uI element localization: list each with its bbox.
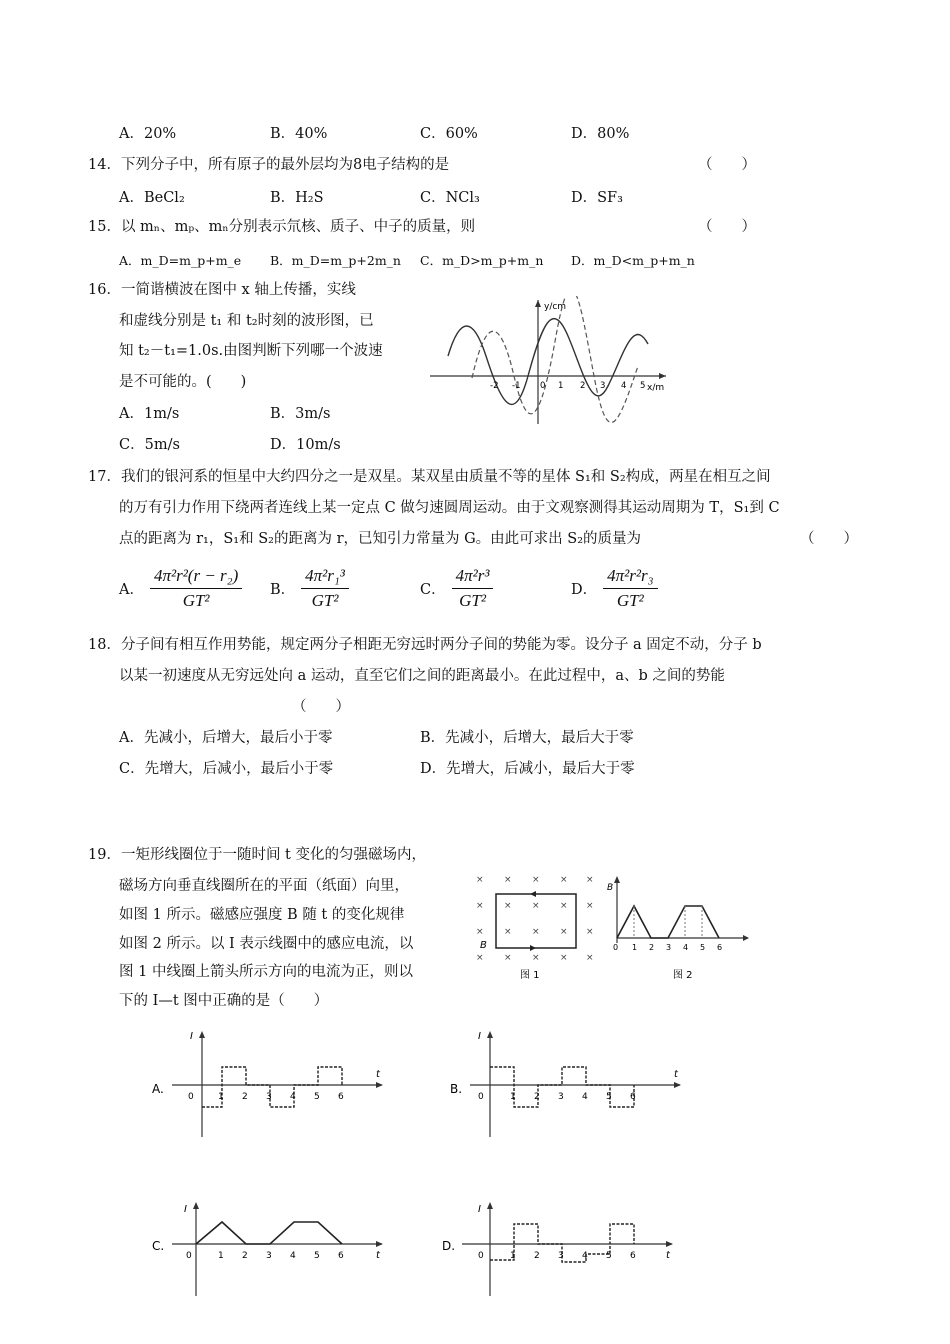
numerator: 4π²r²r₃ bbox=[603, 566, 657, 589]
b-axis-arrow-icon bbox=[614, 876, 620, 883]
q16-option-b: B．3m/s bbox=[270, 406, 331, 422]
option-d-graph bbox=[440, 1200, 680, 1300]
svg-text:×: × bbox=[532, 927, 540, 937]
q15-bracket: （ ） bbox=[698, 219, 756, 235]
option-label: B． bbox=[270, 582, 296, 598]
q16-line-2: 和虚线分别是 t₁ 和 t₂时刻的波形图，已 bbox=[119, 313, 374, 329]
q13-option-b: B．40% bbox=[270, 126, 328, 142]
q14-option-c: C．NCl₃ bbox=[420, 190, 480, 206]
t-label: t bbox=[376, 1250, 380, 1261]
wave-figure bbox=[428, 296, 673, 426]
q17-option-b bbox=[270, 566, 349, 611]
svg-text:×: × bbox=[532, 953, 540, 963]
q19-line-6: 下的 I—t 图中正确的是（ ） bbox=[119, 993, 329, 1009]
option-label: C. bbox=[152, 1239, 165, 1253]
tick-label: 5 bbox=[606, 1251, 612, 1261]
i-axis-arrow-icon bbox=[487, 1031, 493, 1038]
tick-label: 4 bbox=[621, 381, 627, 391]
svg-text:×: × bbox=[532, 875, 540, 885]
q13-option-a: A．20% bbox=[119, 126, 177, 142]
figure-2-b-t bbox=[603, 868, 753, 983]
q18-option-c: C．先增大，后减小，最后小于零 bbox=[119, 761, 334, 777]
q14-option-a: A．BeCl₂ bbox=[119, 190, 185, 206]
arrow-right-icon bbox=[530, 945, 536, 951]
svg-text:×: × bbox=[476, 901, 484, 911]
q17-option-c bbox=[420, 566, 493, 611]
svg-text:×: × bbox=[586, 901, 594, 911]
q15-option-b: B．m_D=m_p+2m_n bbox=[270, 253, 401, 268]
q17-bracket: （ ） bbox=[800, 531, 858, 547]
tick-label: 6 bbox=[338, 1251, 344, 1261]
svg-text:×: × bbox=[560, 953, 568, 963]
q16-option-d: D．10m/s bbox=[270, 437, 341, 453]
svg-text:×: × bbox=[504, 875, 512, 885]
figure-1-caption: 图 1 bbox=[520, 970, 540, 981]
i-axis-arrow-icon bbox=[487, 1202, 493, 1209]
tick-label: 1 bbox=[218, 1092, 224, 1102]
option-c-graph bbox=[150, 1200, 390, 1300]
svg-text:×: × bbox=[560, 927, 568, 937]
t-axis-arrow-icon bbox=[743, 935, 749, 941]
i-label: I bbox=[184, 1204, 187, 1215]
arrow-left-icon bbox=[530, 891, 536, 897]
numerator: 4π²r₁³ bbox=[301, 566, 349, 589]
svg-text:×: × bbox=[504, 901, 512, 911]
dashed-wave bbox=[472, 296, 638, 422]
x-axis-label: x/m bbox=[647, 383, 665, 393]
svg-text:×: × bbox=[504, 927, 512, 937]
svg-text:×: × bbox=[586, 927, 594, 937]
tick-label: 0 bbox=[478, 1251, 484, 1261]
denominator: GT² bbox=[616, 591, 644, 610]
tick-label: 5 bbox=[314, 1251, 320, 1261]
denominator: GT² bbox=[182, 591, 210, 610]
i-label: I bbox=[478, 1031, 481, 1042]
q17-line-2: 的万有引力作用下绕两者连线上某一定点 C 做匀速圆周运动。由于文观察测得其运动周期为 T，S₁到 C bbox=[119, 500, 780, 516]
svg-text:×: × bbox=[476, 953, 484, 963]
tick-label: 3 bbox=[558, 1251, 564, 1261]
y-axis-label: y/cm bbox=[544, 302, 567, 312]
tick-label: 1 bbox=[218, 1251, 224, 1261]
b-label: B bbox=[607, 883, 614, 893]
figure-2-caption: 图 2 bbox=[673, 970, 693, 981]
tick-label: 4 bbox=[683, 943, 689, 952]
tick-label: 3 bbox=[266, 1251, 272, 1261]
i-axis-arrow-icon bbox=[193, 1202, 199, 1209]
svg-text:×: × bbox=[560, 875, 568, 885]
svg-text:×: × bbox=[586, 875, 594, 885]
tick-label: 1 bbox=[558, 381, 564, 391]
b-curve bbox=[617, 906, 719, 938]
q18-option-d: D．先增大，后减小，最后大于零 bbox=[420, 761, 635, 777]
q15-option-d: D．m_D<m_p+m_n bbox=[571, 253, 695, 268]
y-axis-arrow-icon bbox=[535, 300, 541, 307]
numerator: 4π²r³ bbox=[452, 566, 494, 589]
q16-option-c: C．5m/s bbox=[119, 437, 180, 453]
tick-label: 6 bbox=[717, 943, 723, 952]
tick-label: 2 bbox=[242, 1092, 248, 1102]
option-b-graph bbox=[448, 1025, 688, 1140]
tick-label: 0 bbox=[540, 381, 546, 391]
option-label: A. bbox=[152, 1082, 164, 1096]
tick-label: 5 bbox=[640, 381, 646, 391]
tick-label: 4 bbox=[290, 1092, 296, 1102]
option-label: D． bbox=[571, 582, 598, 598]
q16-option-a: A．1m/s bbox=[119, 406, 180, 422]
t-label: t bbox=[666, 1250, 670, 1261]
option-label: A． bbox=[119, 582, 144, 598]
q17-line-1: 17．我们的银河系的恒星中大约四分之一是双星。某双星由质量不等的星体 S₁和 S₂构成，两星在相互之间 bbox=[88, 469, 771, 485]
tick-label: 2 bbox=[534, 1092, 540, 1102]
q19-line-1: 19．一矩形线圈位于一随时间 t 变化的匀强磁场内， bbox=[88, 847, 426, 863]
t-axis-arrow-icon bbox=[674, 1082, 681, 1088]
tick-label: 1 bbox=[632, 943, 638, 952]
q19-line-3: 如图 1 所示。磁感应强度 B 随 t 的变化规律 bbox=[119, 907, 405, 923]
i-label: I bbox=[478, 1204, 481, 1215]
svg-text:×: × bbox=[532, 901, 540, 911]
solid-wave bbox=[448, 319, 648, 405]
tick-label: 0 bbox=[613, 943, 619, 952]
tick-label: 2 bbox=[242, 1251, 248, 1261]
q18-bracket: （ ） bbox=[292, 699, 350, 715]
tick-label: 3 bbox=[266, 1092, 272, 1102]
figure-1-coil bbox=[470, 868, 600, 983]
svg-text:×: × bbox=[504, 953, 512, 963]
tick-label: 2 bbox=[580, 381, 586, 391]
i-label: I bbox=[190, 1031, 193, 1042]
q19-line-2: 磁场方向垂直线圈所在的平面（纸面）向里， bbox=[119, 878, 409, 894]
tick-label: 3 bbox=[558, 1092, 564, 1102]
t-axis-arrow-icon bbox=[666, 1241, 673, 1247]
denominator: GT² bbox=[311, 591, 339, 610]
tick-label: 0 bbox=[478, 1092, 484, 1102]
tick-label: -2 bbox=[490, 381, 499, 391]
tick-label: 5 bbox=[700, 943, 706, 952]
q16-line-3: 知 t₂－t₁=1.0s.由图判断下列哪一个波速 bbox=[119, 343, 383, 359]
q14-option-d: D．SF₃ bbox=[571, 190, 623, 206]
numerator: 4π²r²(r − r₂) bbox=[150, 566, 242, 589]
tick-label: 4 bbox=[582, 1092, 588, 1102]
tick-label: 1 bbox=[510, 1251, 516, 1261]
option-label: B. bbox=[450, 1082, 463, 1096]
tick-label: 6 bbox=[630, 1251, 636, 1261]
q19-line-4: 如图 2 所示。以 I 表示线圈中的感应电流，以 bbox=[119, 936, 414, 952]
t-axis-arrow-icon bbox=[376, 1241, 383, 1247]
q14-option-b: B．H₂S bbox=[270, 190, 324, 206]
t-axis-arrow-icon bbox=[376, 1082, 383, 1088]
x-axis-arrow-icon bbox=[659, 373, 666, 379]
q15-stem: 15．以 mₙ、mₚ、mₙ分别表示氘核、质子、中子的质量，则 bbox=[88, 219, 476, 235]
q19-line-5: 图 1 中线圈上箭头所示方向的电流为正，则以 bbox=[119, 964, 413, 980]
svg-text:×: × bbox=[476, 927, 484, 937]
q16-line-4: 是不可能的。( ) bbox=[119, 374, 247, 390]
tick-label: 1 bbox=[510, 1092, 516, 1102]
b-label: B bbox=[480, 940, 487, 951]
tick-label: 4 bbox=[582, 1251, 588, 1261]
t-label: t bbox=[376, 1069, 380, 1080]
q15-option-c: C．m_D>m_p+m_n bbox=[420, 253, 544, 268]
current-curve bbox=[196, 1222, 342, 1244]
q18-option-b: B．先减小，后增大，最后大于零 bbox=[420, 730, 634, 746]
q13-option-d: D．80% bbox=[571, 126, 630, 142]
svg-text:×: × bbox=[586, 953, 594, 963]
q13-option-c: C．60% bbox=[420, 126, 478, 142]
denominator: GT² bbox=[459, 591, 486, 610]
tick-label: 5 bbox=[314, 1092, 320, 1102]
q18-option-a: A．先减小，后增大，最后小于零 bbox=[119, 730, 333, 746]
q14-stem: 14．下列分子中，所有原子的最外层均为8电子结构的是 bbox=[88, 157, 450, 173]
q17-option-d bbox=[571, 566, 658, 611]
tick-label: 0 bbox=[186, 1251, 192, 1261]
tick-label: 3 bbox=[600, 381, 606, 391]
option-label: C． bbox=[420, 582, 446, 598]
tick-label: 6 bbox=[338, 1092, 344, 1102]
option-a-graph bbox=[150, 1025, 390, 1140]
q15-option-a: A．m_D=m_p+m_e bbox=[119, 253, 242, 268]
i-axis-arrow-icon bbox=[199, 1031, 205, 1038]
svg-text:×: × bbox=[560, 901, 568, 911]
tick-label: 6 bbox=[630, 1092, 636, 1102]
t-label: t bbox=[674, 1069, 678, 1080]
q17-option-a bbox=[119, 566, 242, 611]
q16-line-1: 16．一简谐横波在图中 x 轴上传播，实线 bbox=[88, 282, 356, 298]
tick-label: 4 bbox=[290, 1251, 296, 1261]
svg-text:×: × bbox=[476, 875, 484, 885]
tick-label: -1 bbox=[512, 381, 521, 391]
tick-label: 2 bbox=[534, 1251, 540, 1261]
tick-label: 0 bbox=[188, 1092, 194, 1102]
q18-line-1: 18．分子间有相互作用势能，规定两分子相距无穷远时两分子间的势能为零。设分子 a 固定不动，分子 b bbox=[88, 637, 762, 653]
q17-line-3: 点的距离为 r₁，S₁和 S₂的距离为 r，已知引力常量为 G。由此可求出 S₂的质量为 bbox=[119, 531, 642, 547]
tick-label: 5 bbox=[606, 1092, 612, 1102]
option-label: D. bbox=[442, 1239, 456, 1253]
tick-label: 3 bbox=[666, 943, 672, 952]
tick-label: 2 bbox=[649, 943, 655, 952]
q14-bracket: （ ） bbox=[698, 157, 756, 173]
q18-line-2: 以某一初速度从无穷远处向 a 运动，直至它们之间的距离最小。在此过程中，a、b 之间的势能 bbox=[119, 668, 725, 684]
